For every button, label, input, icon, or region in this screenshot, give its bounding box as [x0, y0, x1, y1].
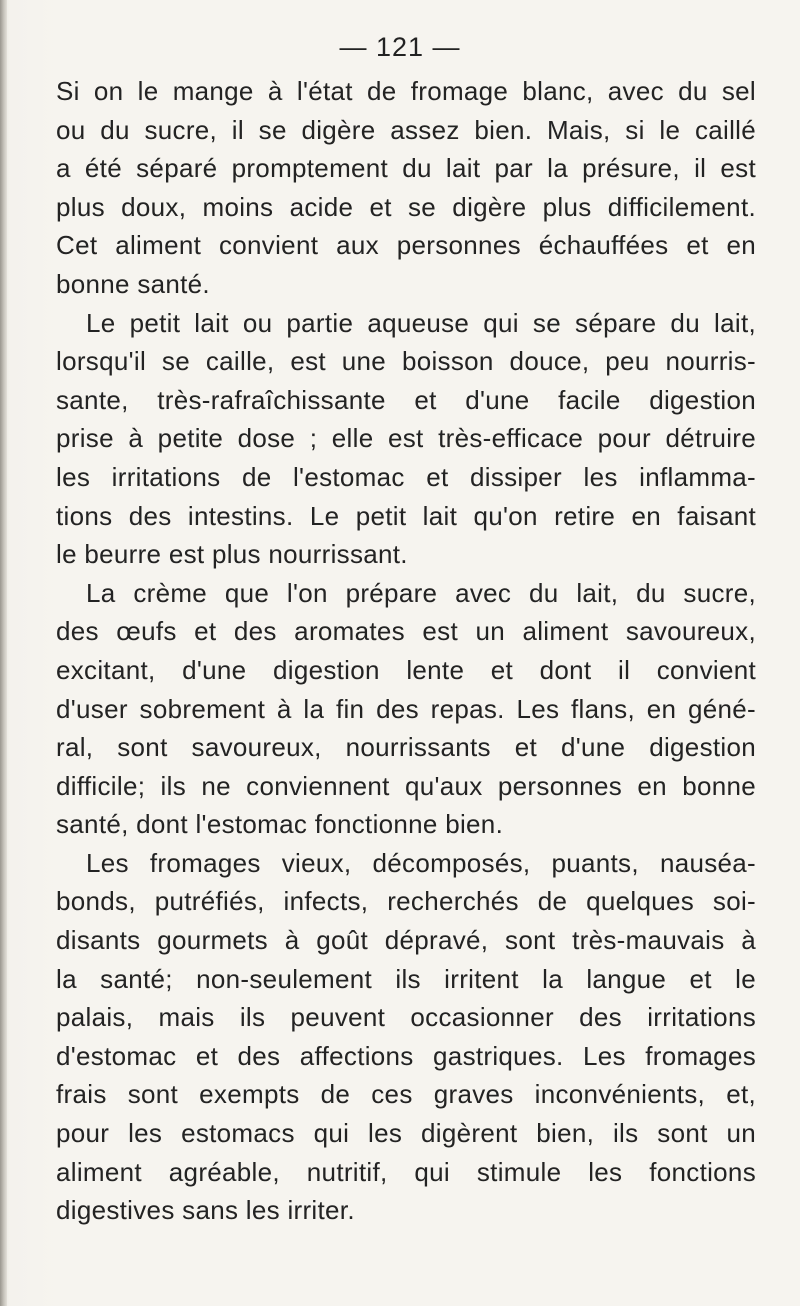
text-line: aliment agréable, nutritif, qui stimule les fonctions: [56, 1156, 756, 1187]
page-gutter-shadow: [0, 0, 7, 1306]
text-line: ou du sucre, il se digère assez bien. Mais, si le caillé: [56, 114, 756, 145]
text-line: les irritations de l'estomac et dissiper les inflamma-: [56, 461, 756, 492]
paragraph: [56, 304, 756, 574]
page-number-header: — 121 —: [339, 32, 461, 62]
text-line: bonne santé.: [56, 268, 210, 299]
text-line: palais, mais ils peuvent occasionner des irritations: [56, 1002, 756, 1033]
text-line: ral, sont savoureux, nourrissants et d'une digestion: [56, 732, 756, 763]
text-line: frais sont exempts de ces graves inconvénients, et,: [56, 1079, 756, 1110]
paragraph: [56, 574, 756, 844]
text-line: d'estomac et des affections gastriques. Les fromages: [56, 1040, 756, 1071]
paragraph: [56, 72, 756, 304]
paragraph: [56, 844, 756, 1230]
text-line: a été séparé promptement du lait par la présure, il est: [56, 153, 756, 184]
body-text: [56, 72, 756, 1230]
text-line: lorsqu'il se caille, est une boisson douce, peu nourris-: [56, 346, 756, 377]
text-line: disants gourmets à goût dépravé, sont très-mauvais à: [56, 925, 756, 956]
text-line: d'user sobrement à la fin des repas. Les flans, en géné-: [56, 693, 756, 724]
text-line: la santé; non-seulement ils irritent la langue et le: [56, 963, 756, 994]
text-line: santé, dont l'estomac fonctionne bien.: [56, 809, 504, 840]
text-line: pour les estomacs qui les digèrent bien, ils sont un: [56, 1118, 756, 1149]
text-line: Cet aliment convient aux personnes échauffées et en: [56, 230, 756, 261]
text-line: excitant, d'une digestion lente et dont il convient: [56, 654, 756, 685]
text-line: prise à petite dose ; elle est très-efficace pour détruire: [56, 423, 756, 454]
text-line: tions des intestins. Le petit lait qu'on retire en faisant: [56, 500, 756, 531]
text-line: Le petit lait ou partie aqueuse qui se sépare du lait,: [86, 307, 756, 338]
text-line: plus doux, moins acide et se digère plus difficilement.: [56, 191, 756, 222]
text-line: Si on le mange à l'état de fromage blanc, avec du sel: [56, 76, 756, 106]
text-line: le beurre est plus nourrissant.: [56, 539, 408, 570]
text-line: bonds, putréfiés, infects, recherchés de quelques soi-: [56, 886, 756, 917]
text-line: digestives sans les irriter.: [56, 1195, 355, 1226]
text-line: difficile; ils ne conviennent qu'aux personnes en bonne: [56, 770, 756, 801]
text-line: La crème que l'on prépare avec du lait, du sucre,: [86, 577, 756, 608]
text-line: sante, très-rafraîchissante et d'une facile digestion: [56, 384, 756, 415]
text-line: des œufs et des aromates est un aliment savoureux,: [56, 616, 756, 647]
text-line: Les fromages vieux, décomposés, puants, nauséa-: [86, 847, 756, 878]
